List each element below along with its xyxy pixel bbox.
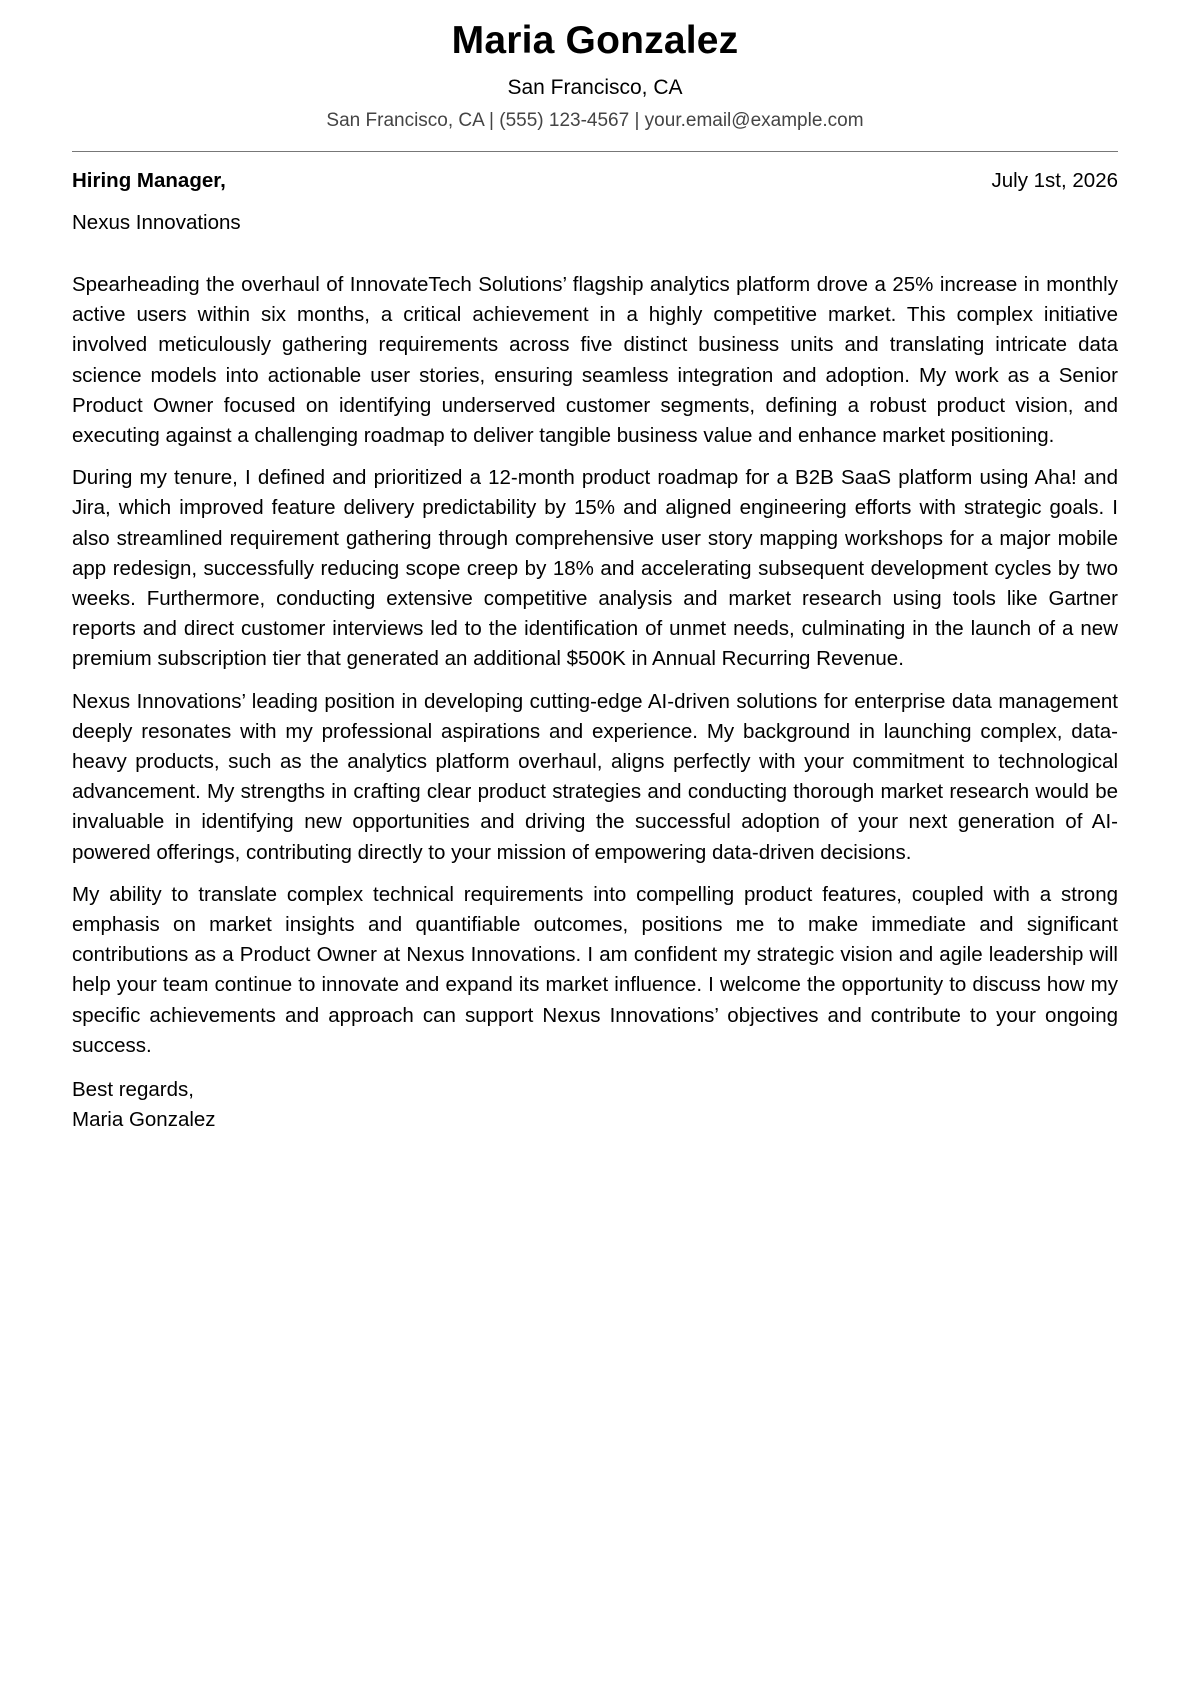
salutation-date-row: [72, 167, 1118, 195]
letter-header: [72, 16, 1118, 134]
applicant-name: Maria Gonzalez: [451, 19, 739, 62]
letter-closing: [72, 1075, 1118, 1135]
recipient-company: Nexus Innovations: [72, 211, 241, 234]
body-paragraph: My ability to translate complex technical requirements into compelling product features, coupled with a strong emphasis on market insights and quantifiable outcomes, positions me to make immediate and significant contributions as a Product Owner at Nexus Innovations. I am confident my strategic vision and agile leadership will help your team continue to innovate and expand its market influence. I welcome the opportunity to discuss how my specific achievements and approach can support Nexus Innovations’ objectives and contribute to your ongoing success.: [72, 882, 1118, 1057]
letter-date: July 1st, 2026: [991, 169, 1118, 192]
contact-line: San Francisco, CA | (555) 123-4567 | your.email@example.com: [326, 110, 864, 131]
header-divider: [72, 151, 1118, 152]
salutation: Hiring Manager,: [72, 169, 226, 192]
closing-phrase: Best regards,: [72, 1078, 194, 1102]
body-paragraph: Spearheading the overhaul of InnovateTech Solutions’ flagship analytics platform drove a 25% increase in monthly active users within six months, a critical achievement in a highly competitive market. This complex initiative involved meticulously gathering requirements across five distinct business units and translating intricate data science models into actionable user stories, ensuring seamless integration and adoption. My work as a Senior Product Owner focused on identifying underserved customer segments, defining a robust product vision, and executing against a challenging roadmap to deliver tangible business value and enhance market positioning.: [72, 273, 1118, 448]
signature-name: Maria Gonzalez: [72, 1108, 216, 1132]
applicant-location: San Francisco, CA: [507, 76, 683, 99]
body-paragraph: Nexus Innovations’ leading position in developing cutting-edge AI-driven solutions for enterprise data management deeply resonates with my professional aspirations and experience. My background in launching complex, data-heavy products, such as the analytics platform overhaul, aligns perfectly with your commitment to technological advancement. My strengths in crafting clear product strategies and conducting thorough market research would be invaluable in identifying new opportunities and driving the successful adoption of your next generation of AI-powered offerings, contributing directly to your mission of empowering data-driven decisions.: [72, 689, 1118, 864]
body-paragraph: During my tenure, I defined and prioritized a 12-month product roadmap for a B2B SaaS platform using Aha! and Jira, which improved feature delivery predictability by 15% and aligned engineering efforts with strategic goals. I also streamlined requirement gathering through comprehensive user story mapping workshops for a major mobile app redesign, successfully reducing scope creep by 18% and accelerating subsequent development cycles by two weeks. Furthermore, conducting extensive competitive analysis and market research using tools like Gartner reports and direct customer interviews led to the identification of unmet needs, culminating in the launch of a new premium subscription tier that generated an additional $500K in Annual Recurring Revenue.: [72, 466, 1118, 671]
letter-body: [72, 270, 1118, 1061]
